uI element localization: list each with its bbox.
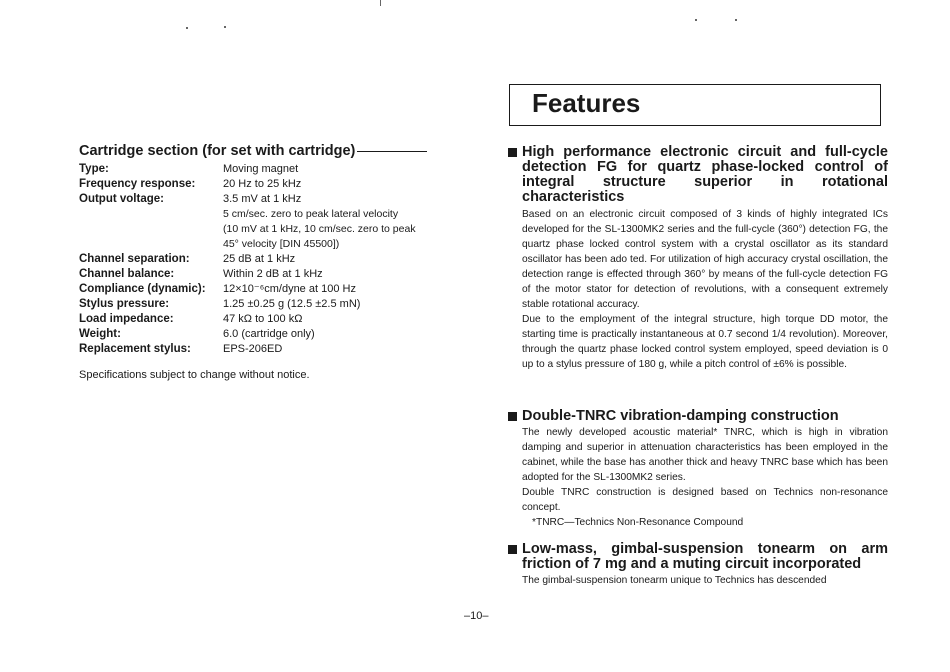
- spec-note: Specifications subject to change without notice.: [79, 369, 310, 381]
- spec-row: [79, 342, 439, 357]
- feature-block: [508, 409, 888, 530]
- spec-value: 20 Hz to 25 kHz: [223, 178, 302, 190]
- feature-heading-text: High performance electronic circuit and full-cycle detection FG for quartz phase-locked control of integral structure superior in rotational characteristics: [522, 144, 888, 205]
- feature-footnote: *TNRC—Technics Non-Resonance Compound: [532, 517, 744, 528]
- spec-value: 12×10⁻⁶cm/dyne at 100 Hz: [223, 283, 356, 295]
- section-title: [79, 143, 439, 159]
- spec-value: 6.0 (cartridge only): [223, 328, 315, 340]
- spec-label: Weight:: [79, 328, 121, 340]
- page-title: Features: [532, 88, 641, 118]
- section-title-text: Cartridge section (for set with cartridge): [79, 143, 356, 159]
- feature-heading: [508, 145, 888, 205]
- feature-paragraph: Due to the employment of the integral structure, high torque DD motor, the starting time is practically instantaneous at 0.7 second 1/4 revolution). Moreover, through the quartz phase locked control system employed, speed deviation is 0 up to a stylus pressure of 180 g, while a pitch control of ±6% is possible.: [522, 314, 888, 370]
- spec-label: Frequency response:: [79, 178, 196, 190]
- spec-value: 47 kΩ to 100 kΩ: [223, 313, 303, 325]
- title-rule: [357, 151, 427, 152]
- spec-value: 1.25 ±0.25 g (12.5 ±2.5 mN): [223, 298, 361, 310]
- spec-label: Compliance (dynamic):: [79, 283, 206, 295]
- scan-speck: [224, 26, 226, 28]
- spec-row: [79, 312, 439, 327]
- spec-value: Within 2 dB at 1 kHz: [223, 268, 323, 280]
- feature-heading-text: Double-TNRC vibration-damping construction: [522, 408, 839, 424]
- spec-label: Replacement stylus:: [79, 343, 191, 355]
- spec-value: EPS-206ED: [223, 343, 283, 355]
- scan-speck: [695, 19, 697, 21]
- features-title-box: [509, 84, 881, 126]
- spec-row: [79, 297, 439, 312]
- spec-row: [79, 177, 439, 192]
- spec-row: [79, 162, 439, 177]
- feature-body: [522, 207, 888, 372]
- spec-label: Output voltage:: [79, 193, 164, 205]
- feature-block: [508, 542, 888, 588]
- spec-row: [79, 282, 439, 297]
- spec-value-continuation: 45° velocity [DIN 45500]): [223, 238, 340, 250]
- spec-row: [79, 252, 439, 267]
- spec-value-continuation: 5 cm/sec. zero to peak lateral velocity: [223, 208, 399, 220]
- spec-label: Stylus pressure:: [79, 298, 170, 310]
- spec-value-continuation: (10 mV at 1 kHz, 10 cm/sec. zero to peak: [223, 223, 416, 235]
- spec-row: [79, 267, 439, 282]
- feature-paragraph: Based on an electronic circuit composed of 3 kinds of highly integrated ICs developed for the SL-1300MK2 series and the full-cycle (360°) detection FG, the quartz phase locked control system with a crystal oscillator as its standard oscillator has been ado ted. For utilization of high accuracy crystal oscillation, the detection range is effected through 360° by means of the full-cycle detection FG of the motor stator for detection of revolutions, with a consequent extremely stable rotational accuracy.: [522, 209, 888, 310]
- spec-label: Channel separation:: [79, 253, 190, 265]
- cartridge-spec-section: [79, 143, 439, 381]
- bullet-square-icon: [508, 148, 517, 157]
- spec-label: Channel balance:: [79, 268, 175, 280]
- feature-heading-text: Low-mass, gimbal-suspension tonearm on arm friction of 7 mg and a muting circuit incorporated: [522, 541, 888, 572]
- feature-heading: [508, 542, 888, 572]
- feature-body: [522, 573, 888, 588]
- spec-value: Moving magnet: [223, 163, 299, 175]
- spec-label: Type:: [79, 163, 109, 175]
- feature-paragraph: The gimbal-suspension tonearm unique to Technics has descended: [522, 575, 827, 586]
- scan-speck: [186, 27, 188, 29]
- scan-speck: [380, 0, 381, 6]
- spec-label: Load impedance:: [79, 313, 174, 325]
- feature-paragraph: Double TNRC construction is designed based on Technics non-resonance concept.: [522, 487, 888, 513]
- feature-heading: [508, 409, 888, 424]
- feature-paragraph: The newly developed acoustic material* TNRC, which is high in vibration damping and superior in attenuation characteristics has been employed in the cabinet, while the base has another thick and heavy TNRC base which has been adopted for the SL-1300MK2 series.: [522, 427, 888, 483]
- spec-value: 25 dB at 1 kHz: [223, 253, 296, 265]
- spec-value: 3.5 mV at 1 kHz: [223, 193, 302, 205]
- feature-block: [508, 145, 888, 372]
- bullet-square-icon: [508, 412, 517, 421]
- bullet-square-icon: [508, 545, 517, 554]
- spec-row: [79, 327, 439, 342]
- scan-speck: [735, 19, 737, 21]
- spec-row: [79, 192, 439, 207]
- page-number: –10–: [464, 610, 489, 622]
- feature-body: [522, 425, 888, 530]
